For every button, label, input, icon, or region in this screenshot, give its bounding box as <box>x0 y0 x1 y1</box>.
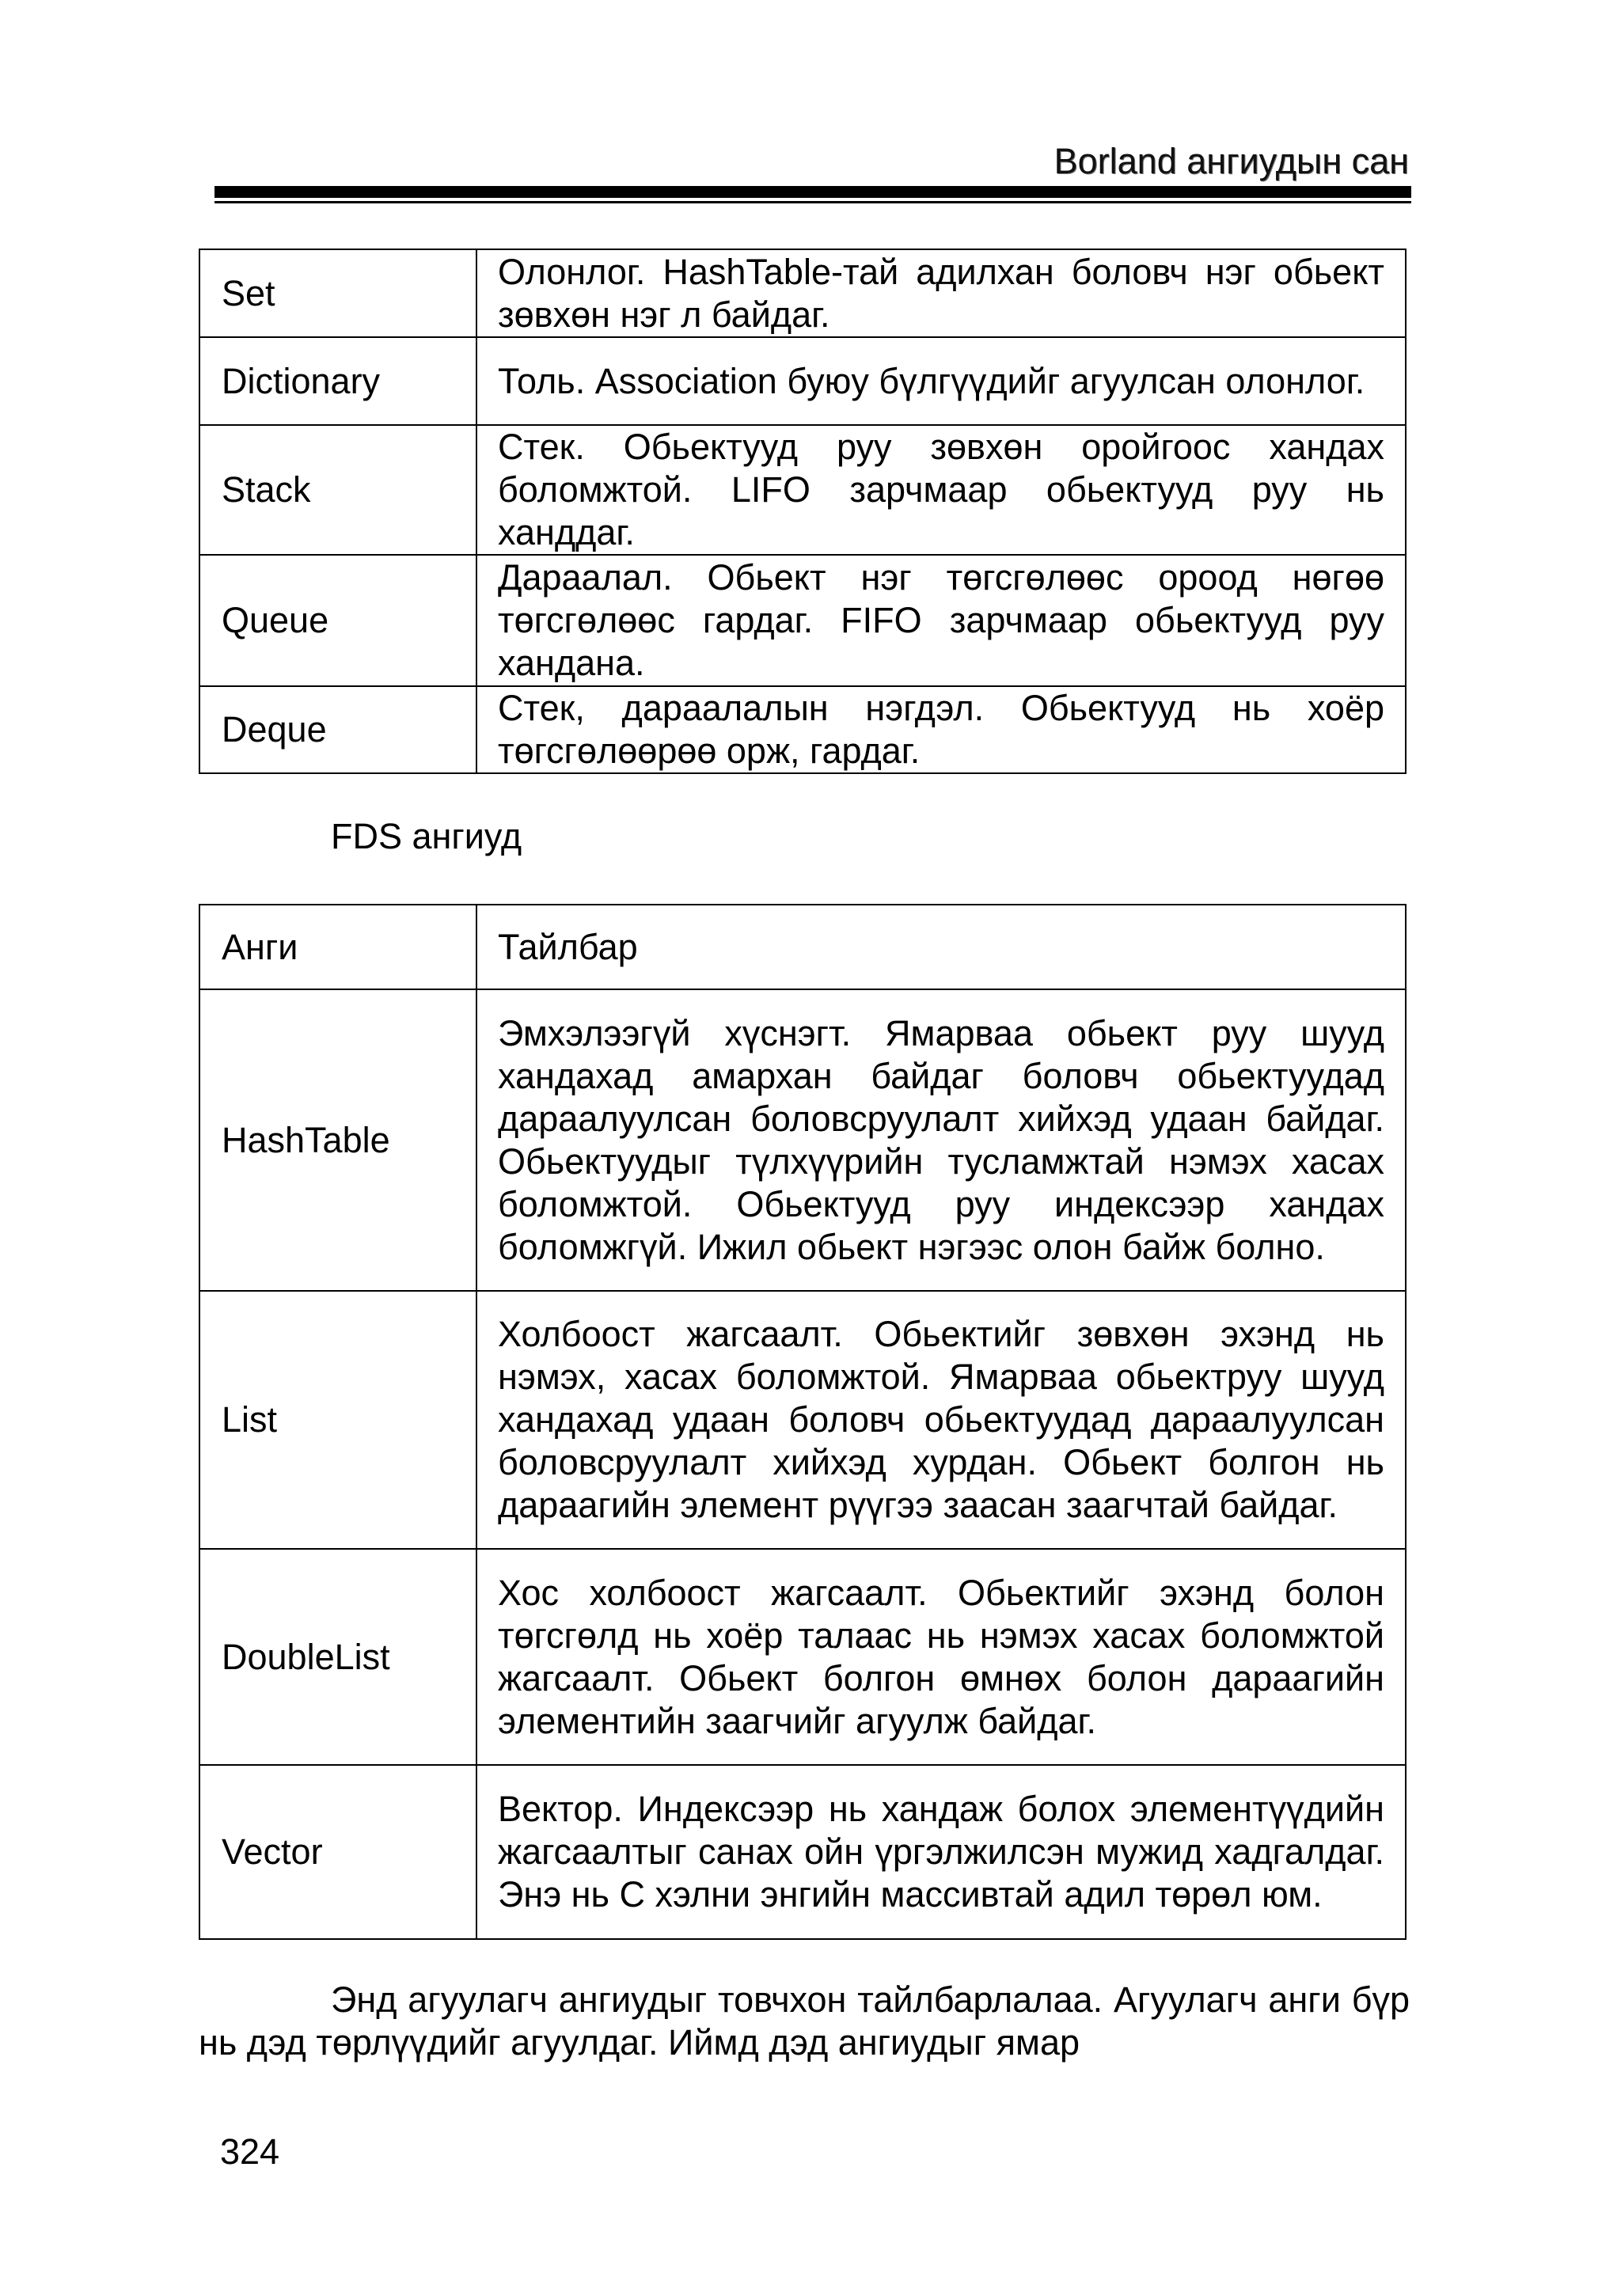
table-row <box>199 425 1406 555</box>
class-name-cell: Queue <box>199 555 476 686</box>
class-name-cell: Deque <box>199 686 476 773</box>
class-description-cell: Олонлог. HashTable-тай адилхан боловч нэг обьект зөвхөн нэг л байдаг. <box>476 249 1406 337</box>
table-row <box>199 1291 1406 1549</box>
table-row <box>199 1549 1406 1765</box>
class-description-cell: Стек. Обьектууд руу зөвхөн оройгоос хандах боломжтой. LIFO зарчмаар обьектууд руу нь ханддаг. <box>476 425 1406 555</box>
column-header-description: Тайлбар <box>476 905 1406 989</box>
class-description-cell: Хос холбоост жагсаалт. Обьектийг эхэнд болон төгсгөлд нь хоёр талаас нь нэмэх хасах боломжтой жагсаалт. Обьект болгон өмнөх болон дараагийн элементийн заагчийг агуулж байдаг. <box>476 1549 1406 1765</box>
column-header-class: Анги <box>199 905 476 989</box>
fds-classes-table <box>199 904 1407 1940</box>
table-header-row <box>199 905 1406 989</box>
class-description-cell: Стек, дараалалын нэгдэл. Обьектууд нь хоёр төгсгөлөөрөө орж, гардаг. <box>476 686 1406 773</box>
class-name-cell: List <box>199 1291 476 1549</box>
class-name-cell: Dictionary <box>199 337 476 425</box>
body-paragraph: Энд агуулагч ангиудыг товчхон тайлбарлалаа. Агуулагч анги бүр нь дэд төрлүүдийг агуулдаг. Иймд дэд ангиудыг ямар <box>199 1979 1410 2063</box>
class-name-cell: DoubleList <box>199 1549 476 1765</box>
class-description-cell: Холбоост жагсаалт. Обьектийг зөвхөн эхэнд нь нэмэх, хасах боломжтой. Ямарваа обьектруу шууд хандахад удаан боловч обьектуудад дараалуулсан боловсруулалт хийхэд хурдан. Обьект болгон нь дараагийн элемент рүүгээ заасан заагчтай байдаг. <box>476 1291 1406 1549</box>
header-rule-thin <box>214 201 1411 203</box>
collection-classes-table <box>199 249 1407 774</box>
table-row <box>199 1765 1406 1939</box>
table-row <box>199 337 1406 425</box>
class-name-cell: HashTable <box>199 989 476 1291</box>
class-description-cell: Вектор. Индексээр нь хандаж болох элементүүдийн жагсаалтыг санах ойн үргэлжилсэн мужид хадгалдаг. Энэ нь С хэлни энгийн массивтай адил төрөл юм. <box>476 1765 1406 1939</box>
table-row <box>199 686 1406 773</box>
class-description-cell: Толь. Association буюу бүлгүүдийг агуулсан олонлог. <box>476 337 1406 425</box>
table-caption: FDS ангиуд <box>331 816 522 856</box>
class-name-cell: Set <box>199 249 476 337</box>
table-row <box>199 989 1406 1291</box>
class-description-cell: Дараалал. Обьект нэг төгсгөлөөс ороод нөгөө төгсгөлөөс гардаг. FIFO зарчмаар обьектууд руу хандана. <box>476 555 1406 686</box>
class-name-cell: Vector <box>199 1765 476 1939</box>
page-number: 324 <box>220 2131 280 2172</box>
table-row <box>199 249 1406 337</box>
class-name-cell: Stack <box>199 425 476 555</box>
running-header-title: Borland ангиудын сан <box>1053 141 1409 181</box>
class-description-cell: Эмхэлээгүй хүснэгт. Ямарваа обьект руу шууд хандахад амархан байдаг боловч обьектуудад дараалуулсан боловсруулалт хийхэд удаан байдаг. Обьектуудыг түлхүүрийн тусламжтай нэмэх хасах боломжтой. Обьектууд руу индексээр хандах боломжгүй. Ижил обьект нэгээс олон байж болно. <box>476 989 1406 1291</box>
table-row <box>199 555 1406 686</box>
header-rule-thick <box>214 186 1411 198</box>
